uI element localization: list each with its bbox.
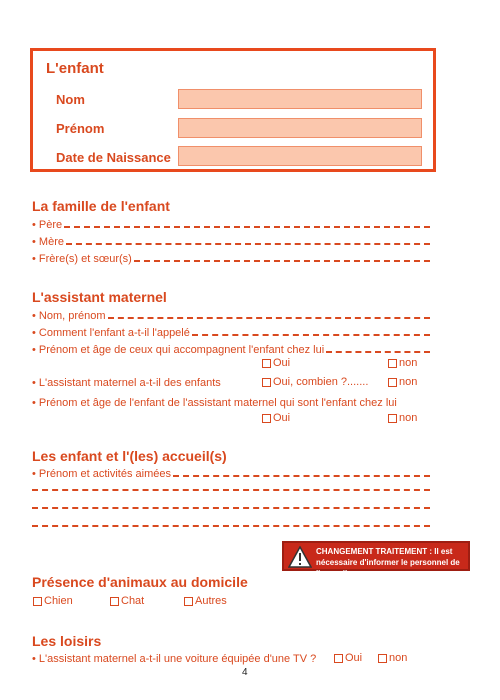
habits-section-title: Les enfant et l'(les) accueil(s) bbox=[32, 448, 227, 464]
child-birthdate-label: Date de Naissance bbox=[56, 150, 171, 165]
pet-other-checkbox[interactable]: Autres bbox=[184, 595, 227, 607]
assistant-children-info-label: Prénom et âge de l'enfant de l'assistant maternel qui sont l'enfant chez lui bbox=[38, 397, 397, 409]
family-siblings-label: Frère(s) et sœur(s) bbox=[38, 253, 132, 265]
child-firstname-field[interactable] bbox=[178, 118, 422, 138]
warning-triangle-icon bbox=[288, 546, 312, 568]
assistant-name-row[interactable]: • Nom, prénom bbox=[32, 308, 430, 322]
child-name-field[interactable] bbox=[178, 89, 422, 109]
leisure-oui-checkbox[interactable]: Oui bbox=[334, 652, 362, 664]
children-info-oui-checkbox[interactable]: Oui bbox=[262, 412, 290, 424]
leisure-row: • L'assistant maternel a-t-il une voiture équipée d'une TV ? bbox=[32, 653, 317, 665]
assistant-children-oui-checkbox[interactable]: Oui, combien ?....... bbox=[262, 376, 368, 388]
family-father-row[interactable]: • Père bbox=[32, 217, 430, 231]
family-siblings-row[interactable]: • Frère(s) et sœur(s) bbox=[32, 251, 430, 265]
accompany-oui-checkbox[interactable]: Oui bbox=[262, 357, 290, 369]
assistant-accompany-row[interactable]: • Prénom et âge de ceux qui accompagnent l'enfant chez lui bbox=[32, 342, 430, 356]
assistant-accompany-label: Prénom et âge de ceux qui accompagnent l'enfant chez lui bbox=[38, 344, 325, 356]
leisure-non-checkbox[interactable]: non bbox=[378, 652, 407, 664]
pet-dog-checkbox[interactable]: Chien bbox=[33, 595, 73, 607]
page-number: 4 bbox=[242, 667, 248, 678]
assistant-called-label: Comment l'enfant a-t-il l'appelé bbox=[38, 327, 190, 339]
assistant-children-non-checkbox[interactable]: non bbox=[388, 376, 417, 388]
pet-cat-checkbox[interactable]: Chat bbox=[110, 595, 144, 607]
family-section-title: La famille de l'enfant bbox=[32, 198, 170, 214]
leisure-section-title: Les loisirs bbox=[32, 633, 102, 649]
assistant-children-label: L'assistant maternel a-t-il des enfants bbox=[38, 377, 221, 389]
family-father-label: Père bbox=[38, 219, 63, 231]
warning-text: CHANGEMENT TRAITEMENT : Il est nécessaire d'informer le personnel de l'accueil bbox=[316, 547, 460, 578]
assistant-called-row[interactable]: • Comment l'enfant a-t-il l'appelé bbox=[32, 325, 430, 339]
habits-line-1[interactable] bbox=[32, 489, 430, 491]
assistant-children-info-row: • Prénom et âge de l'enfant de l'assistant maternel qui sont l'enfant chez lui bbox=[32, 397, 397, 409]
assistant-name-label: Nom, prénom bbox=[38, 310, 106, 322]
child-birthdate-field[interactable] bbox=[178, 146, 422, 166]
children-info-non-checkbox[interactable]: non bbox=[388, 412, 417, 424]
habits-activities-label: Prénom et activités aimées bbox=[38, 468, 171, 480]
warning-banner bbox=[282, 541, 470, 578]
leisure-label: L'assistant maternel a-t-il une voiture équipée d'une TV ? bbox=[38, 653, 317, 665]
family-mother-row[interactable]: • Mère bbox=[32, 234, 430, 248]
child-section-title: L'enfant bbox=[46, 60, 104, 77]
habits-line-3[interactable] bbox=[32, 525, 430, 527]
accompany-non-checkbox[interactable]: non bbox=[388, 357, 417, 369]
assistant-children-row: • L'assistant maternel a-t-il des enfants bbox=[32, 377, 221, 389]
assistant-section-title: L'assistant maternel bbox=[32, 289, 167, 305]
habits-line-2[interactable] bbox=[32, 507, 430, 509]
presence-section-title: Présence d'animaux au domicile bbox=[32, 574, 248, 590]
habits-activities-row[interactable]: • Prénom et activités aimées bbox=[32, 466, 430, 480]
family-mother-label: Mère bbox=[38, 236, 64, 248]
child-name-label: Nom bbox=[56, 92, 85, 107]
child-firstname-label: Prénom bbox=[56, 121, 105, 136]
